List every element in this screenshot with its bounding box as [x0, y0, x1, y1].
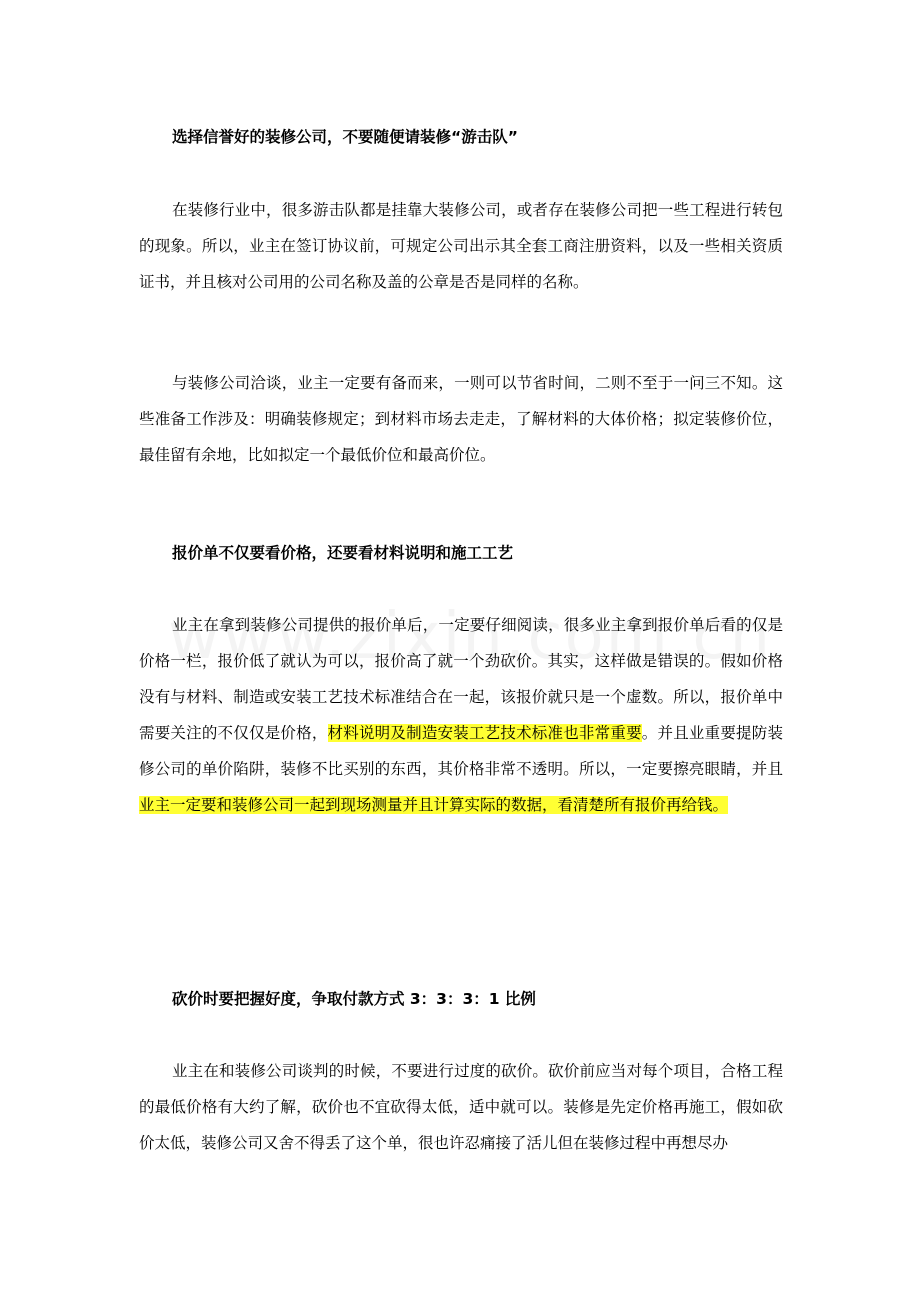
paragraph-1 — [139, 192, 783, 300]
paragraph-4 — [139, 1053, 783, 1161]
section-heading-3: 砍价时要把握好度，争取付款方式 3：3：3：1 比例 — [172, 990, 536, 1008]
section-heading-2: 报价单不仅要看价格，还要看材料说明和施工工艺 — [172, 544, 514, 562]
paragraph-2 — [139, 365, 783, 473]
highlighted-text-1: 材料说明及制造安装工艺技术标准也非常重要 — [327, 724, 642, 742]
paragraph-4-text: 业主在和装修公司谈判的时候，不要进行过度的砍价。砍价前应当对每个项目，合格工程的最低价格有大约了解，砍价也不宜砍得太低，适中就可以。装修是先定价格再施工，假如砍价太低，装修公司又舍不得丢了这个单，很也许忍痛接了活儿但在装修过程中再想尽办 — [139, 1062, 783, 1152]
section-heading-1: 选择信誉好的装修公司，不要随便请装修“游击队” — [172, 128, 518, 146]
paragraph-3-text-a: 业主在拿到装修公司提供的报价单后，一定要仔细阅读，很多业主拿到报价单后看的仅是价格一栏，报价低了就认为可以，报价高了就一个劲砍价。其实，这样做是错误的。假如价格没有与材料、制造或安装工艺技术标准结合在一起，该报价就只是一个虚数。所以，报价单中需要关注的不仅仅是价格， — [139, 616, 783, 742]
paragraph-3 — [139, 607, 783, 823]
highlighted-text-2: 业主一定要和装修公司一起到现场测量并且计算实际的数据，看清楚所有报价再给钱。 — [139, 796, 729, 814]
paragraph-1-text: 在装修行业中，很多游击队都是挂靠大装修公司，或者存在装修公司把一些工程进行转包的现象。所以，业主在签订协议前，可规定公司出示其全套工商注册资料，以及一些相关资质证书，并且核对公司用的公司名称及盖的公章是否是同样的名称。 — [139, 201, 783, 291]
paragraph-2-text: 与装修公司洽谈，业主一定要有备而来，一则可以节省时间，二则不至于一问三不知。这些准备工作涉及：明确装修规定；到材料市场去走走，了解材料的大体价格；拟定装修价位，最佳留有余地，比如拟定一个最低价位和最高价位。 — [139, 374, 783, 464]
paragraph-3-text-b: 。并且业重要提防装修公司的单价陷阱，装修不比买别的东西，其价格非常不透明。所以，一定要擦亮眼睛，并且 — [139, 724, 783, 778]
